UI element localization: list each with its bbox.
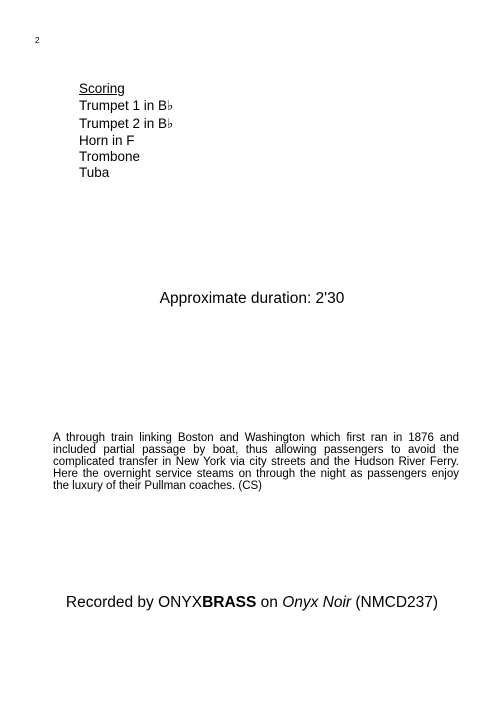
recording-connector: on [256,594,283,611]
ensemble-name-regular: ONYX [158,594,203,611]
page-number: 2 [35,36,40,45]
recording-credit [0,593,504,613]
catalogue-number: (NMCD237) [351,594,439,611]
instrument-trumpet-2: Trumpet 2 in B♭ [79,116,174,131]
recording-prefix: Recorded by [65,594,159,611]
instrument-trumpet-1: Trumpet 1 in B♭ [79,98,174,113]
scoring-section [79,81,173,181]
instrument-tuba: Tuba [79,165,110,180]
approximate-duration: Approximate duration: 2'30 [159,290,345,307]
ensemble-name-bold: BRASS [202,594,257,611]
programme-note: A through train linking Boston and Washington which first ran in 1876 and included partial passage by boat, thus allowing passengers to avoid the complicated transfer in New York via city streets and the Hudson River Ferry. Here the overnight service steams on through the night as passengers enjoy the luxury of their Pullman coaches. (CS) [53,431,459,492]
instrument-horn: Horn in F [79,133,135,148]
instrument-list [79,97,173,181]
scoring-heading: Scoring [79,81,125,96]
instrument-trombone: Trombone [79,149,141,164]
album-title: Onyx Noir [282,594,352,611]
